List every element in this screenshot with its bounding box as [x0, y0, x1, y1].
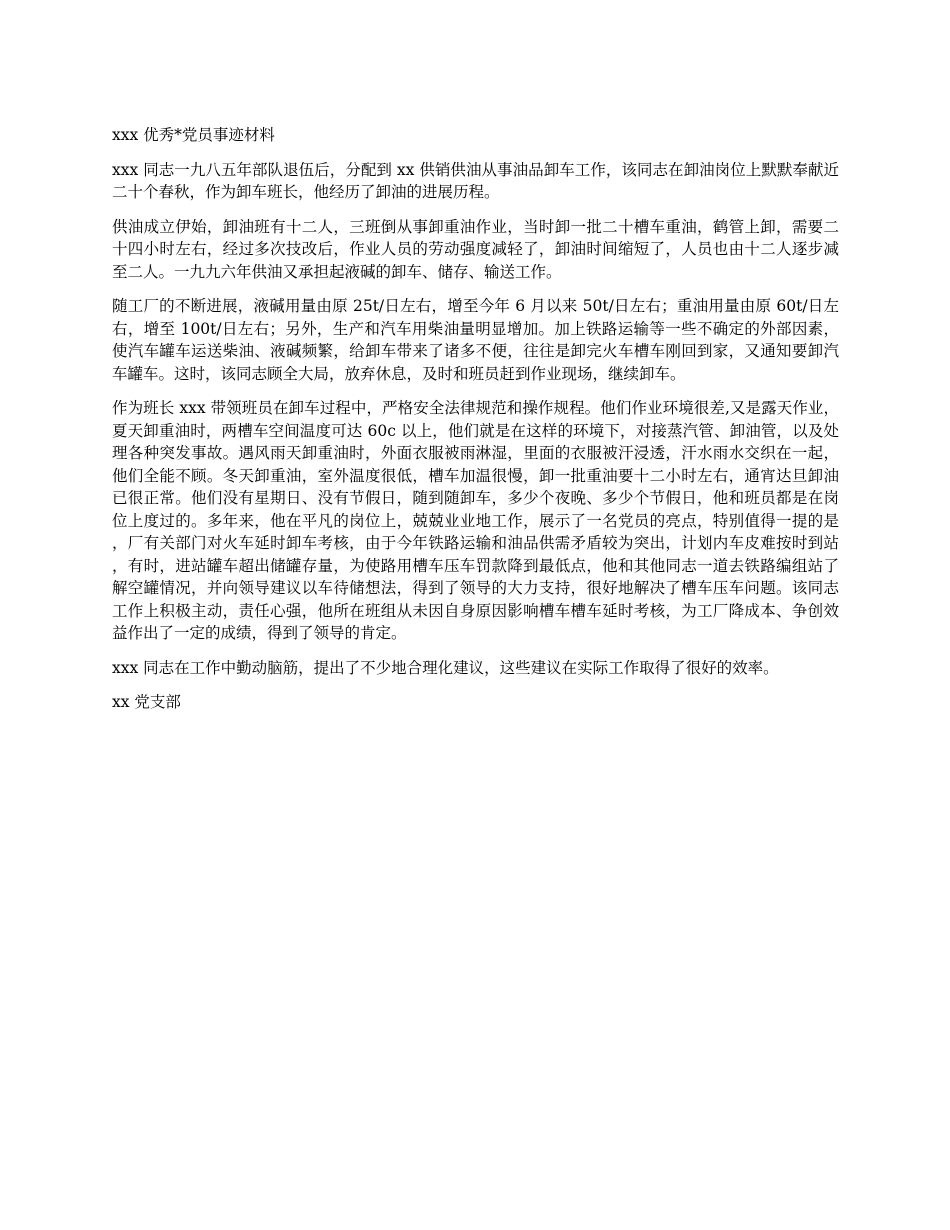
paragraph-leadership: 作为班长 xxx 带领班员在卸车过程中，严格安全法律规范和操作规程。他们作业环境很差,又是露天作业，夏天卸重油时，两槽车空间温度可达 60c 以上，他们就是在这样的环境下，对接蒸汽管、卸油管，以及处理各种突发事故。遇风雨天卸重油时，外面衣服被雨淋湿，里面的衣服被汗浸透，汗水雨水交织在一起，他们全能不顾。冬天卸重油，室外温度很低，槽车加温很慢，卸一批重油要十二小时左右，通宵达旦卸油已很正常。他们没有星期日、没有节假日，随到随卸车，多少个夜晚、多少个节假日，他和班员都是在岗位上度过的。多年来，他在平凡的岗位上，兢兢业业地工作，展示了一名党员的亮点，特别值得一提的是，厂有关部门对火车延时卸车考核，由于今年铁路运输和油品供需矛盾较为突出，计划内车皮难按时到站，有时，进站罐车超出储罐存量，为使路用槽车压车罚款降到最低点，他和其他同志一道去铁路编组站了解空罐情况，并向领导建议以车待储想法，得到了领导的大力支持，很好地解决了槽车压车问题。该同志工作上积极主动，责任心强，他所在班组从未因自身原因影响槽车槽车延时考核，为工厂降成本、争创效益作出了一定的成绩，得到了领导的肯定。	[112, 399, 839, 642]
paragraph-growth: 随工厂的不断进展，液碱用量由原 25t/日左右，增至今年 6 月以来 50t/日左右；重油用量由原 60t/日左右，增至 100t/日左右；另外，生产和汽车用柴油量明显增加。加上铁路运输等一些不确定的外部因素，使汽车罐车运送柴油、液碱频繁，给卸车带来了诸多不便，往往是卸完火车槽车刚回到家，又通知要卸汽车罐车。这时，该同志顾全大局，放弃休息，及时和班员赶到作业现场，继续卸车。	[112, 297, 839, 383]
paragraph-suggestions: xxx 同志在工作中勤动脑筋，提出了不少地合理化建议，这些建议在实际工作取得了很好的效率。	[112, 658, 779, 677]
document-page	[112, 124, 839, 714]
paragraph-history: 供油成立伊始，卸油班有十二人，三班倒从事卸重油作业，当时卸一批二十槽车重油，鹤管上卸，需要二十四小时左右，经过多次技改后，作业人员的劳动强度减轻了，卸油时间缩短了，人员也由十二人逐步减至二人。一九九六年供油又承担起液碱的卸车、储存、输送工作。	[112, 217, 839, 281]
document-signature: xx 党支部	[112, 693, 181, 711]
paragraph-intro: xxx 同志一九八五年部队退伍后，分配到 xx 供销供油从事油品卸车工作，该同志在卸油岗位上默默奉献近二十个春秋，作为卸车班长，他经历了卸油的进展历程。	[112, 160, 839, 201]
document-title: xxx 优秀*党员事迹材料	[112, 126, 275, 144]
